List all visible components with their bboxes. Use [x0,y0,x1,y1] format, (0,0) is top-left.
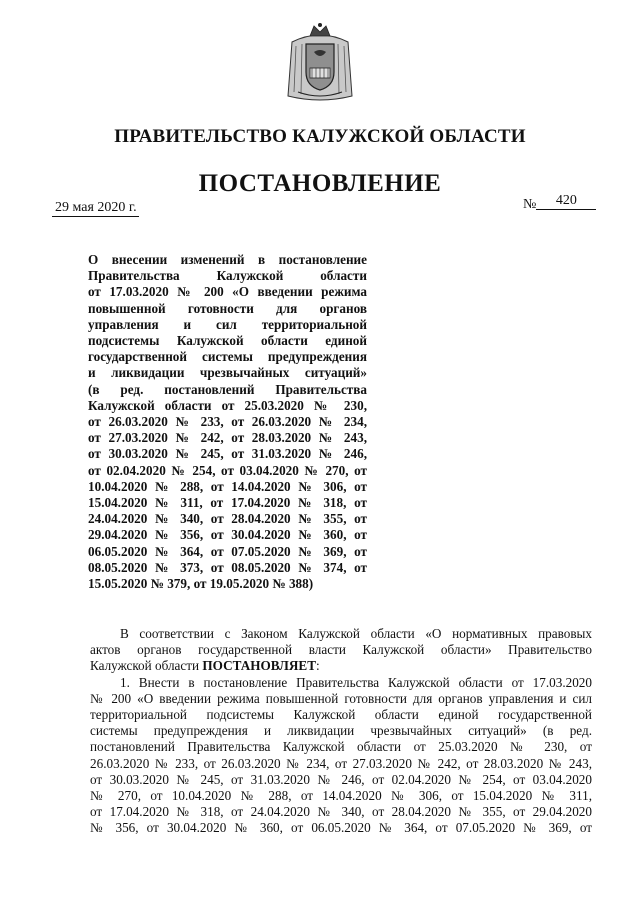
subject-line: (в ред. постановлений Правительства [88,381,367,397]
document-subject [88,252,367,592]
document-date: 29 мая 2020 г. [52,199,139,217]
item-line: 1. Внести в постановление Правительства Калужской области от 17.03.2020 [120,674,592,690]
preamble-line: В соответствии с Законом Калужской области «О нормативных правовых [120,626,592,641]
item-line: территориальной подсистемы Калужской области единой государственной [90,707,592,723]
subject-line: Правительства Калужской области [88,268,367,284]
organization-title: ПРАВИТЕЛЬСТВО КАЛУЖСКОЙ ОБЛАСТИ [114,126,526,147]
coat-of-arms-icon [284,22,356,104]
subject-line: 29.04.2020 № 356, от 30.04.2020 № 360, от [88,527,367,543]
subject-line: подсистемы Калужской области единой [88,333,367,349]
subject-line: О внесении изменений в постановление [88,252,367,267]
subject-line: от 26.03.2020 № 233, от 26.03.2020 № 234, [88,414,367,430]
subject-line: управления и сил территориальной [88,316,367,332]
item-line: № 270, от 10.04.2020 № 288, от 14.04.2020 № 306, от 15.04.2020 № 311, [90,788,592,804]
item-line: 26.03.2020 № 233, от 26.03.2020 № 234, от 27.03.2020 № 242, от 28.03.2020 № 243, [90,755,592,771]
subject-line: повышенной готовности для органов [88,300,367,316]
subject-line: 15.05.2020 № 379, от 19.05.2020 № 388) [88,576,314,592]
number-value: 420 [536,192,596,210]
item-line: системы предупреждения и ликвидации чрезвычайных ситуаций» (в ред. [90,723,592,739]
subject-line: государственной системы предупреждения [88,349,367,365]
subject-line: Калужской области от 25.03.2020 № 230, [88,397,367,413]
resolves-word: ПОСТАНОВЛЯЕТ [202,658,317,674]
document-body [90,626,592,837]
item-line: от 30.03.2020 № 245, от 31.03.2020 № 246, от 02.04.2020 № 254, от 03.04.2020 [90,771,592,787]
subject-line: от 30.03.2020 № 245, от 31.03.2020 № 246, [88,446,367,462]
item-line: № 200 «О введении режима повышенной готовности для органов управления и сил [90,690,592,706]
subject-line: 06.05.2020 № 364, от 07.05.2020 № 369, от [88,543,367,559]
preamble-suffix: : [316,658,320,674]
preamble-prefix: Калужской области [90,658,203,674]
subject-line: от 02.04.2020 № 254, от 03.04.2020 № 270, от [88,462,367,478]
item-line: от 17.04.2020 № 318, от 24.04.2020 № 340, от 28.04.2020 № 355, от 29.04.2020 [90,804,592,820]
item-line: постановлений Правительства Калужской области от 25.03.2020 № 230, от [90,739,592,755]
subject-line: 08.05.2020 № 373, от 08.05.2020 № 374, от [88,559,367,575]
document-type-title: ПОСТАНОВЛЕНИЕ [198,170,442,197]
subject-line: 24.04.2020 № 340, от 28.04.2020 № 355, от [88,511,367,527]
subject-line: 15.04.2020 № 311, от 17.04.2020 № 318, от [88,495,367,511]
item-line: № 356, от 30.04.2020 № 360, от 06.05.2020 № 364, от 07.05.2020 № 369, от [90,820,592,836]
subject-line: и ликвидации чрезвычайных ситуаций» [88,365,367,381]
subject-line: от 17.03.2020 № 200 «О введении режима [88,284,367,300]
subject-line: от 27.03.2020 № 242, от 28.03.2020 № 243, [88,430,367,446]
document-number [523,195,596,213]
preamble-line-last [90,658,592,674]
number-label: № [523,197,537,212]
subject-line: 10.04.2020 № 288, от 14.04.2020 № 306, от [88,478,367,494]
preamble-line: актов органов государственной власти Калужской области» Правительство [90,642,592,658]
